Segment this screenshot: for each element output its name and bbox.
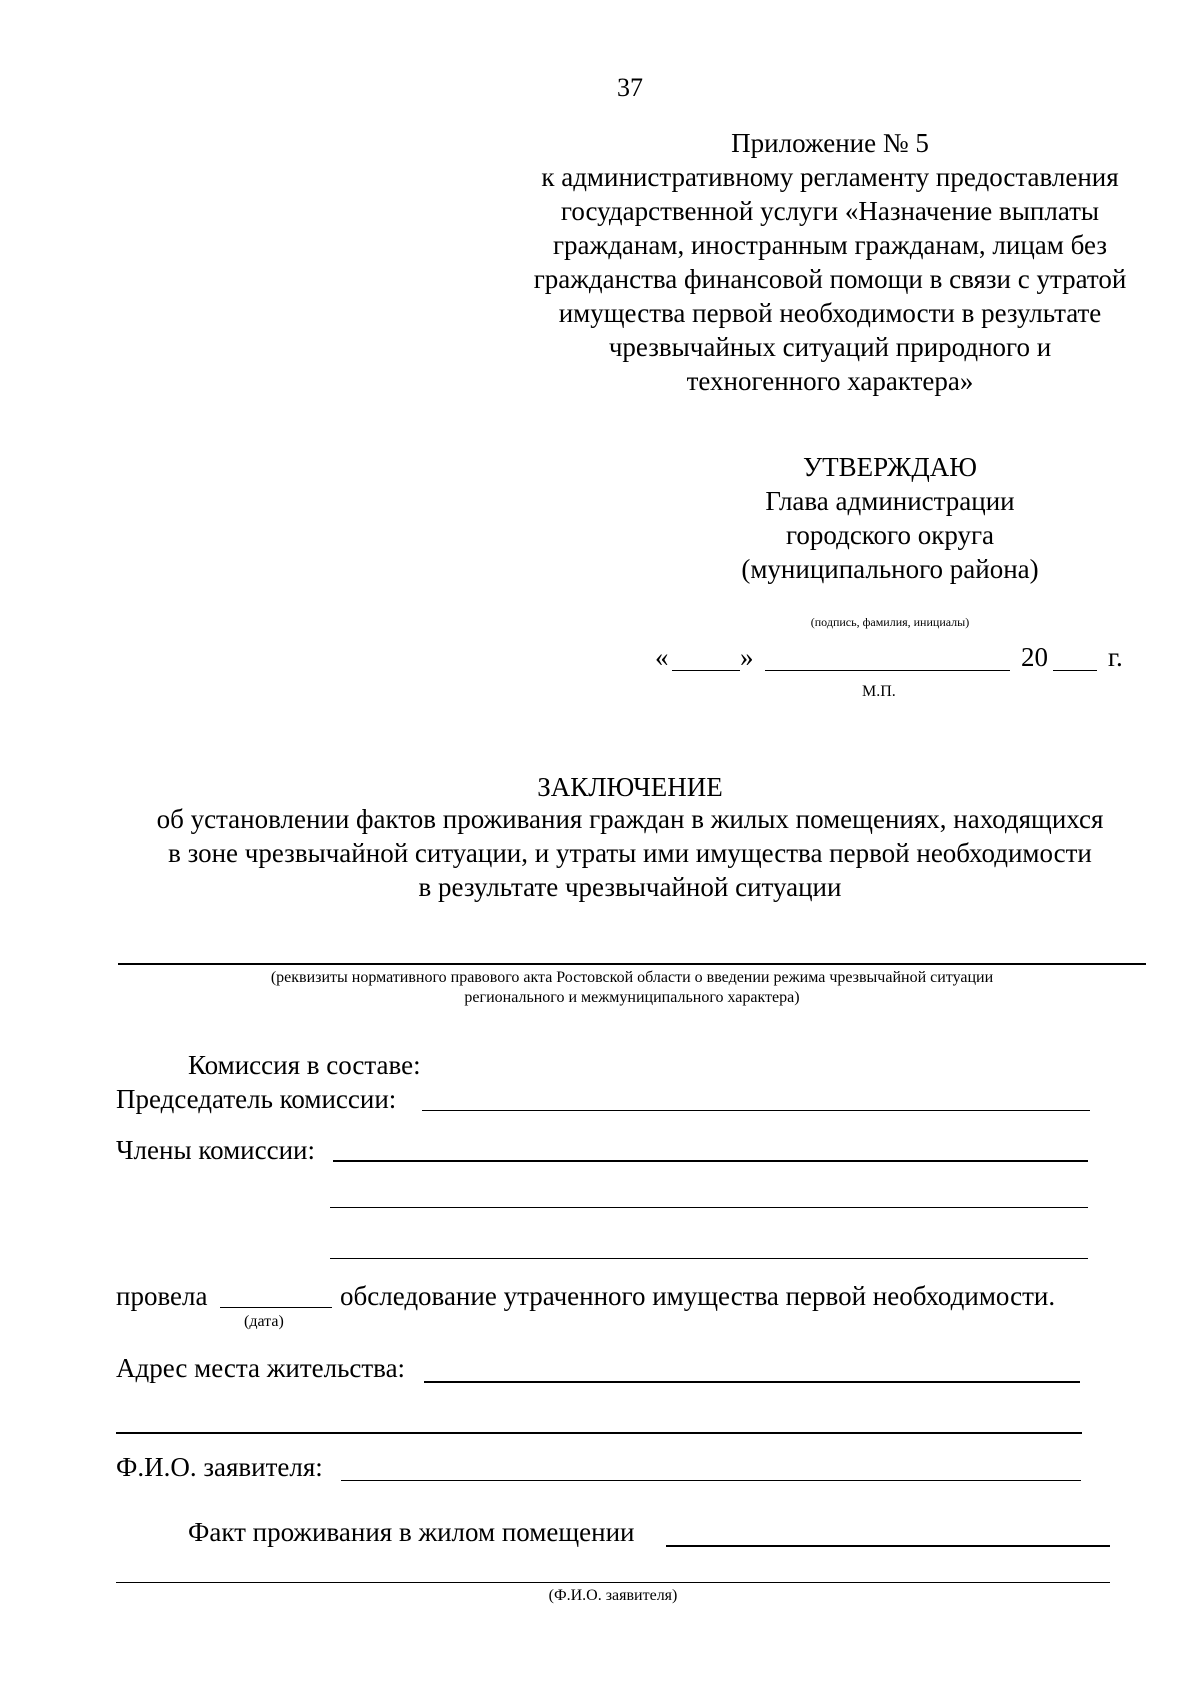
approval-title: УТВЕРЖДАЮ bbox=[802, 452, 978, 482]
appendix-line: государственной услуги «Назначение выплаты bbox=[560, 196, 1100, 226]
appendix-line: техногенного характера» bbox=[686, 366, 974, 396]
date-caption: (дата) bbox=[244, 1313, 284, 1330]
requisites-caption bbox=[118, 968, 1146, 1008]
survey-date-field[interactable] bbox=[220, 1307, 332, 1308]
approval-block bbox=[700, 450, 1080, 586]
appendix-line: имущества первой необходимости в результате bbox=[558, 298, 1102, 328]
conclusion-subtitle-line: об установлении фактов проживания граждан в жилых помещениях, находящихся bbox=[156, 804, 1104, 834]
residence-fact-field-1[interactable] bbox=[666, 1545, 1110, 1547]
signature-caption: (подпись, фамилия, инициалы) bbox=[810, 615, 970, 629]
requisites-caption-line: (реквизиты нормативного правового акта Ростовской области о введении режима чрезвычайной ситуации bbox=[270, 969, 994, 986]
requisites-line[interactable] bbox=[118, 963, 1146, 965]
date-year-line[interactable] bbox=[1053, 670, 1097, 671]
member-field-2[interactable] bbox=[330, 1207, 1088, 1208]
appendix-line: Приложение № 5 bbox=[731, 128, 929, 158]
date-open-quote: « bbox=[655, 642, 669, 672]
appendix-line: гражданам, иностранным гражданам, лицам без bbox=[552, 230, 1107, 260]
conducted-suffix: обследование утраченного имущества первой необходимости. bbox=[340, 1281, 1056, 1311]
applicant-caption: (Ф.И.О. заявителя) bbox=[548, 1587, 678, 1604]
conclusion-title: ЗАКЛЮЧЕНИЕ bbox=[537, 772, 723, 802]
date-year-suffix: г. bbox=[1108, 642, 1123, 672]
chairman-label: Председатель комиссии: bbox=[116, 1084, 397, 1114]
approval-line: (муниципального района) bbox=[741, 554, 1039, 584]
chairman-field[interactable] bbox=[422, 1110, 1090, 1111]
applicant-label: Ф.И.О. заявителя: bbox=[116, 1452, 323, 1482]
members-label: Члены комиссии: bbox=[116, 1135, 315, 1165]
date-day-line[interactable] bbox=[672, 670, 740, 671]
date-month-line[interactable] bbox=[765, 670, 1010, 671]
address-field-1[interactable] bbox=[424, 1381, 1080, 1383]
appendix-line: чрезвычайных ситуаций природного и bbox=[608, 332, 1052, 362]
date-close-quote: » bbox=[740, 642, 754, 672]
appendix-line: к административному регламенту предоставления bbox=[541, 162, 1119, 192]
residence-fact-field-2[interactable] bbox=[116, 1582, 1110, 1583]
commission-label: Комиссия в составе: bbox=[188, 1050, 421, 1080]
approval-line: городского округа bbox=[785, 520, 995, 550]
appendix-line: гражданства финансовой помощи в связи с утратой bbox=[533, 264, 1127, 294]
approval-line: Глава администрации bbox=[765, 486, 1015, 516]
member-field-1[interactable] bbox=[333, 1160, 1088, 1162]
appendix-block bbox=[520, 126, 1140, 398]
page-number: 37 bbox=[617, 73, 643, 102]
address-field-2[interactable] bbox=[116, 1432, 1082, 1434]
stamp-label: М.П. bbox=[862, 683, 896, 700]
member-field-3[interactable] bbox=[330, 1258, 1088, 1259]
conclusion-subtitle-line: в результате чрезвычайной ситуации bbox=[418, 872, 842, 902]
applicant-field[interactable] bbox=[341, 1480, 1081, 1481]
address-label: Адрес места жительства: bbox=[116, 1353, 406, 1383]
date-year-prefix: 20 bbox=[1021, 642, 1048, 672]
requisites-caption-line: регионального и межмуниципального характера) bbox=[464, 989, 800, 1006]
conducted-prefix: провела bbox=[116, 1281, 208, 1311]
residence-fact-label: Факт проживания в жилом помещении bbox=[188, 1517, 635, 1547]
conclusion-subtitle bbox=[60, 802, 1200, 904]
conclusion-subtitle-line: в зоне чрезвычайной ситуации, и утраты ими имущества первой необходимости bbox=[168, 838, 1092, 868]
